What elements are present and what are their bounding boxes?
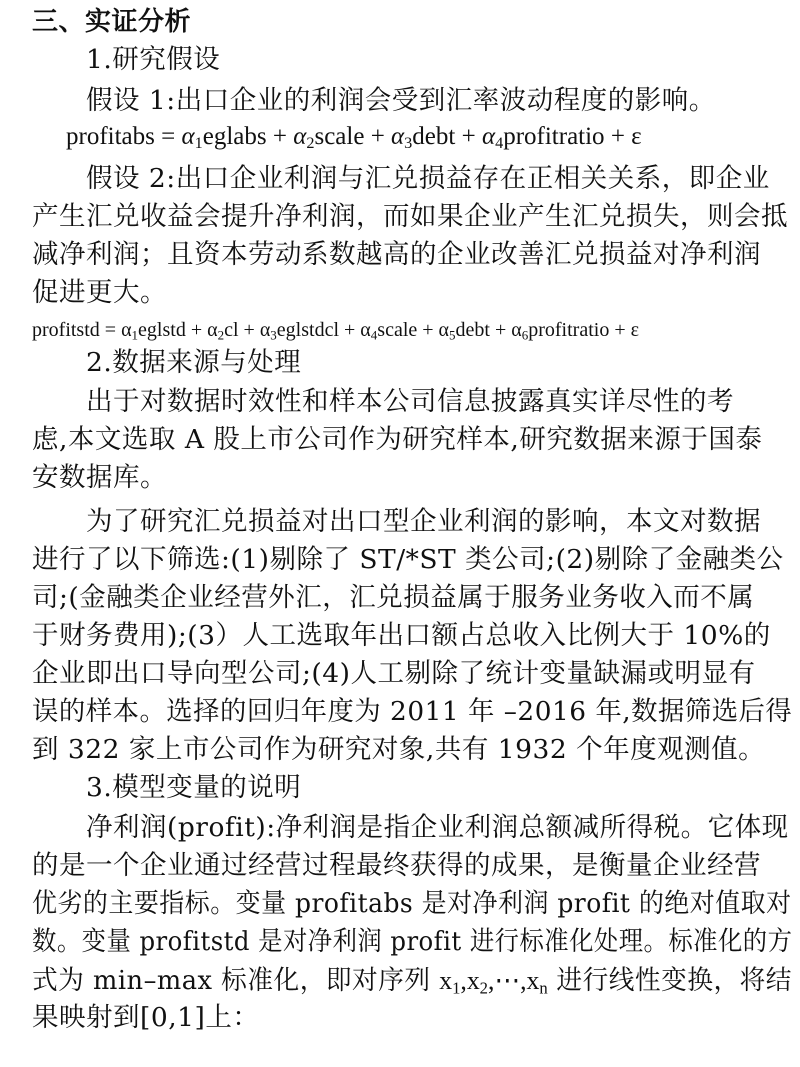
sequence-term: x [466,965,480,995]
variables-line: 净利润(profit):净利润是指企业利润总额减所得税。它体现 [86,812,789,843]
equation-1: profitabs = $\alpha_1eglabs$ + $\alpha_2scale$ + $\alpha_3debt$ + $\alpha_4profitratio + \varepsilon$ [66,123,642,153]
hypothesis-2-line: 减净利润；且资本劳动系数越高的企业改善汇兑损益对净利润 [32,239,761,270]
screening-line: 到 322 家上市公司作为研究对象,共有 1932 个年度观测值。 [32,734,766,765]
data-source-line: 虑,本文选取 A 股上市公司作为研究样本,研究数据来源于国泰 [32,424,763,455]
minmax-text-after: 进行线性变换，将结 [547,965,792,996]
sequence-subscript: 1 [452,978,461,998]
equation-2-coef: α [207,319,218,341]
equation-1-coef: α [481,123,496,150]
variables-line: 数。变量 profitstd 是对净利润 profit 进行标准化处理。标准化的方 [32,926,793,957]
equation-1-subscript: 3 [404,134,413,153]
equation-2-subscript: 6 [521,327,529,343]
equation-1-variable: scale [314,123,365,150]
screening-line: 进行了以下筛选:(1)剔除了 ST/*ST 类公司;(2)剔除了金融类公 [32,544,784,575]
equation-2-variable: profitratio [528,319,610,341]
sequence-term: x [439,965,453,995]
equation-2-coef: α [360,319,371,341]
sequence-term: x [526,965,540,995]
last-line: 果映射到[0,1]上： [32,1002,260,1033]
screening-line: 企业即出口导向型公司;(4)人工剔除了统计变量缺漏或明显有 [32,658,756,689]
hypothesis-2-line: 假设 2:出口企业利润与汇兑损益存在正相关关系，即企业 [86,163,770,194]
sequence-subscript: n [539,978,548,998]
equation-1-coef: α [391,123,405,150]
sequence-notation: $x_1,x_2,\cdots,x_n$ [439,965,548,998]
equation-2-coef: α [259,319,271,341]
data-source-line: 安数据库。 [32,462,167,493]
sequence-ellipsis: ⋯ [494,965,521,995]
equation-2-variable: eglstd [138,319,186,341]
equation-1-error-term: ε [631,123,642,150]
subsection-heading-2: 2.数据来源与处理 [86,347,302,378]
equation-1-coef: α [293,123,307,150]
equation-2-subscript: 5 [449,327,456,343]
equation-2-coef: α [511,319,522,341]
equation-2-variable: debt [455,319,490,341]
hypothesis-1: 假设 1:出口企业的利润会受到汇率波动程度的影响。 [86,85,716,116]
equation-1-coef: α [181,123,195,150]
equation-1-subscript: 4 [495,134,504,153]
hypothesis-2-line: 产生汇兑收益会提升净利润，而如果企业产生汇兑损失，则会抵 [32,201,788,232]
equation-2: profitstd = $\alpha_1eglstd + \alpha_2cl$ + $\alpha_3eglstdcl$ + $\alpha_4scale$ + $\alpha_5debt$ + $\alpha_6profitratio + \varepsilon$ [32,319,640,343]
minmax-line [32,962,792,999]
equation-2-coef: α [121,319,132,341]
equation-2-coef: α [438,319,450,341]
equation-1-variable: profitratio [503,123,605,150]
minmax-text-before: 式为 min–max 标准化，即对序列 [32,965,440,996]
equation-2-error-term: ε [630,319,640,341]
section-title: 三、实证分析 [32,7,192,37]
hypothesis-2-line: 促进更大。 [32,277,167,308]
equation-1-subscript: 1 [194,134,203,153]
equation-2-subscript: 4 [370,327,378,343]
variables-line: 的是一个企业通过经营过程最终获得的成果，是衡量企业经营 [32,850,761,881]
screening-line: 误的样本。选择的回归年度为 2011 年 –2016 年,数据筛选后得 [32,696,793,727]
equation-2-variable: scale [377,319,418,341]
equation-1-variable: eglabs [202,123,267,150]
variables-line: 优劣的主要指标。变量 profitabs 是对净利润 profit 的绝对值取对 [32,888,792,919]
equation-2-subscript: 1 [131,327,139,343]
subsection-heading-1: 1.研究假设 [86,44,221,75]
subsection-heading-3: 3.模型变量的说明 [86,772,302,803]
equation-2-variable: cl [224,319,239,341]
equation-1-lhs: profitabs [66,123,155,150]
equation-1-subscript: 2 [306,134,315,153]
sequence-subscript: 2 [479,978,489,998]
equation-2-subscript: 3 [270,327,277,343]
screening-line: 于财务费用);(3）人工选取年出口额占总收入比例大于 10%的 [32,620,771,651]
data-source-line: 出于对数据时效性和样本公司信息披露真实详尽性的考 [86,386,734,417]
screening-line: 司;(金融类企业经营外汇，汇兑损益属于服务业务收入而不属 [32,582,755,613]
equation-1-variable: debt [412,123,456,150]
equation-2-subscript: 2 [217,327,225,343]
equation-2-variable: eglstdcl [276,319,340,341]
screening-line: 为了研究汇兑损益对出口型企业利润的影响，本文对数据 [86,506,761,537]
equation-2-lhs: profitstd [32,319,100,341]
